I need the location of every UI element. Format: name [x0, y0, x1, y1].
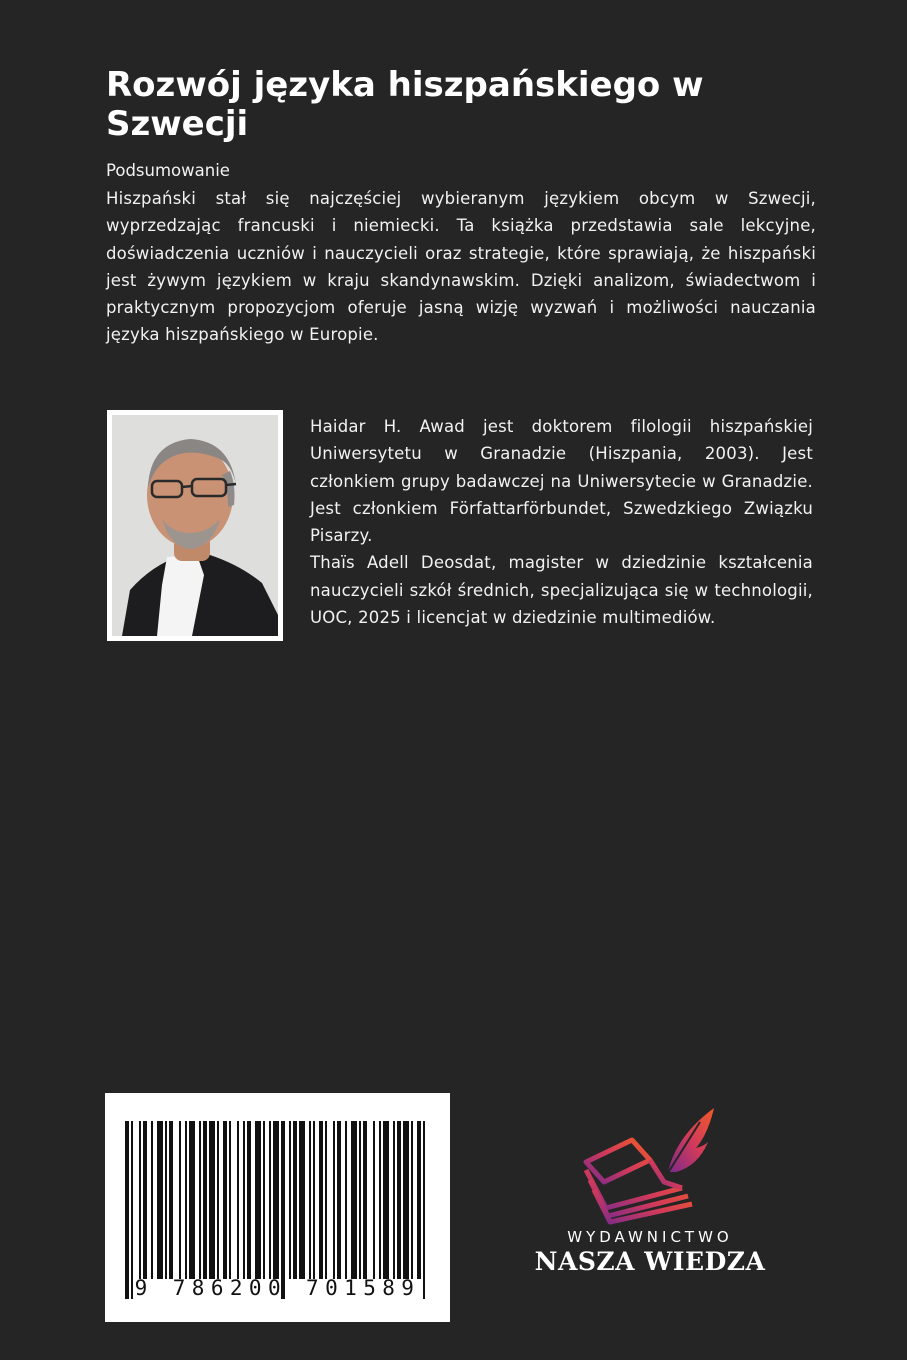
- barcode-bar: [373, 1121, 375, 1279]
- barcode-bar: [209, 1121, 215, 1279]
- publisher-label: WYDAWNICTWO: [567, 1228, 733, 1246]
- barcode-bar: [417, 1121, 421, 1279]
- barcode-bar: [289, 1121, 291, 1279]
- barcode-bar: [139, 1121, 141, 1279]
- barcode-bar: [179, 1121, 181, 1279]
- barcode-bar: [319, 1121, 323, 1279]
- barcode-bar: [125, 1121, 129, 1299]
- barcode-bar: [379, 1121, 381, 1279]
- barcode-bar: [309, 1121, 311, 1279]
- barcode-bar: [345, 1121, 347, 1279]
- author-photo: [107, 410, 283, 641]
- barcode-bar: [229, 1121, 231, 1279]
- barcode-bar: [393, 1121, 395, 1279]
- barcode-bar: [363, 1121, 367, 1279]
- book-quill-icon: [580, 1100, 720, 1225]
- barcode-bar: [143, 1121, 147, 1279]
- barcode-bar: [269, 1121, 271, 1279]
- publisher-name: NASZA WIEDZA: [534, 1247, 766, 1276]
- barcode-bar: [359, 1121, 361, 1279]
- barcode-bar: [293, 1121, 297, 1279]
- barcode-bar: [165, 1121, 167, 1279]
- barcode-bar: [151, 1121, 153, 1279]
- barcode-bar: [273, 1121, 279, 1279]
- author-bio-haidar: Haidar H. Awad jest doktorem filologii hiszpańskiej Uniwersytetu w Granadzie (Hiszpania, 2003). Jest członkiem grupy badawczej na Uniwersytecie w Granadzie. Jest członkiem Författarförbundet, Szwedzkiego Związku Pisarzy.: [310, 417, 813, 546]
- barcode-bar: [157, 1121, 163, 1279]
- book-title: Rozwój języka hiszpańskiego w Szwecji: [106, 65, 704, 144]
- isbn-barcode: [105, 1093, 450, 1322]
- barcode-bar: [299, 1121, 305, 1279]
- isbn-number: 9 786200 701589: [134, 1276, 421, 1300]
- author-bios: [310, 413, 813, 631]
- barcode-bar: [243, 1121, 245, 1279]
- barcode-bar: [325, 1121, 327, 1279]
- barcode-bar: [411, 1121, 413, 1279]
- barcode-bar: [313, 1121, 315, 1279]
- barcode-bar: [333, 1121, 335, 1279]
- summary-label: Podsumowanie: [106, 161, 230, 180]
- barcode-bar: [223, 1121, 227, 1279]
- barcode-bar: [383, 1121, 389, 1279]
- publisher-logo: [520, 1100, 780, 1300]
- author-portrait-image: [112, 415, 278, 636]
- barcode-bar: [131, 1121, 133, 1299]
- barcode-bar: [403, 1121, 409, 1279]
- summary-text: Hiszpański stał się najczęściej wybieranym językiem obcym w Szwecji, wyprzedzając francuski i niemiecki. Ta książka przedstawia sale lekcyjne, doświadczenia uczniów i nauczycieli oraz strategie, które sprawiają, że hiszpański jest żywym językiem w kraju skandynawskim. Dzięki analizom, świadectwom i praktycznym propozycjom oferuje jasną wizję wyzwań i możliwości nauczania języka hiszpańskiego w Europie.: [106, 189, 816, 345]
- barcode-bar: [169, 1121, 173, 1279]
- barcode-bar: [263, 1121, 265, 1279]
- author-bio-thais: Thaïs Adell Deosdat, magister w dziedzinie kształcenia nauczycieli szkół średnich, specjalizująca się w technologii, UOC, 2025 i licencjat w dziedzinie multimediów.: [310, 553, 813, 628]
- barcode-bar: [185, 1121, 187, 1279]
- barcode-bar: [281, 1121, 285, 1299]
- barcode-bar: [255, 1121, 261, 1279]
- barcode-bar: [247, 1121, 251, 1279]
- barcode-bar: [199, 1121, 201, 1279]
- barcode-bar: [397, 1121, 401, 1279]
- barcode-bar: [189, 1121, 195, 1279]
- barcode-bar: [337, 1121, 341, 1279]
- barcode-bar: [237, 1121, 239, 1279]
- barcode-bar: [217, 1121, 219, 1279]
- barcode-bar: [351, 1121, 357, 1279]
- barcode-bar: [423, 1121, 425, 1299]
- barcode-bar: [203, 1121, 207, 1279]
